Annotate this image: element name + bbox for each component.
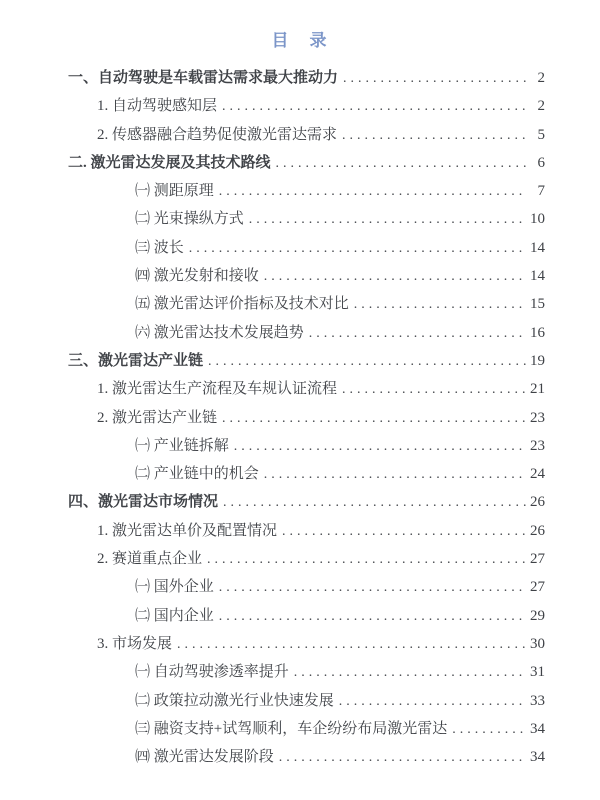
toc-entry <box>68 404 545 432</box>
toc-entry-label: ㈥ 激光雷达技术发展趋势 <box>135 324 304 341</box>
dot-leader <box>219 573 526 602</box>
toc-entry <box>68 687 545 715</box>
dot-leader <box>222 404 526 433</box>
dot-leader <box>343 64 526 93</box>
toc-entry <box>68 347 545 375</box>
toc-entry-page: 2 <box>537 98 545 115</box>
toc-entry <box>68 234 545 262</box>
toc-entry-label: 1. 激光雷达生产流程及车规认证流程 <box>97 381 338 398</box>
toc-entry-label: ㈣ 激光雷达发展阶段 <box>135 749 274 766</box>
toc-entry-page: 7 <box>537 183 545 200</box>
toc-title: 目 录 <box>271 31 329 50</box>
toc-entry-label: 2. 传感器融合趋势促使激光雷达需求 <box>97 126 338 143</box>
toc-entry-label: 3. 市场发展 <box>97 635 173 652</box>
dot-leader <box>264 262 526 291</box>
toc-entry-label: ㈡ 光束操纵方式 <box>135 211 244 228</box>
toc-entry-page: 26 <box>530 522 545 539</box>
toc-entry-page: 10 <box>530 211 545 228</box>
toc-entry <box>68 205 545 233</box>
dot-leader <box>177 630 526 659</box>
toc-entry-label: ㈢ 波长 <box>135 239 184 256</box>
toc-entry-label: ㈠ 产业链拆解 <box>135 437 229 454</box>
toc-entry-page: 27 <box>530 551 545 568</box>
toc-entry-page: 19 <box>530 352 545 369</box>
toc-entry <box>68 545 545 573</box>
dot-leader <box>219 177 526 206</box>
toc-entry-page: 23 <box>530 409 545 426</box>
toc-entry <box>68 658 545 686</box>
toc-entry-label: 2. 赛道重点企业 <box>97 551 203 568</box>
toc-entry <box>68 177 545 205</box>
toc-entry-label: ㈠ 测距原理 <box>135 183 214 200</box>
toc-entry-page: 21 <box>530 381 545 398</box>
toc-entry <box>68 573 545 601</box>
toc-entry-label: ㈠ 国外企业 <box>135 579 214 596</box>
toc-entry-page: 26 <box>530 494 545 511</box>
toc-entry <box>68 64 545 92</box>
toc-entry-page: 27 <box>530 579 545 596</box>
toc-entry-page: 6 <box>537 154 545 171</box>
toc-entry <box>68 262 545 290</box>
toc-entry-label: 二. 激光雷达发展及其技术路线 <box>68 154 271 171</box>
dot-leader <box>282 517 526 546</box>
toc-list <box>0 64 600 771</box>
toc-entry-label: 1. 自动驾驶感知层 <box>97 98 218 115</box>
toc-entry-label: 1. 激光雷达单价及配置情况 <box>97 522 278 539</box>
dot-leader <box>208 347 526 376</box>
dot-leader <box>339 687 526 716</box>
toc-entry <box>68 121 545 149</box>
dot-leader <box>189 234 526 263</box>
dot-leader <box>342 121 526 150</box>
dot-leader <box>294 658 526 687</box>
toc-entry-label: ㈡ 国内企业 <box>135 607 214 624</box>
dot-leader <box>223 488 526 517</box>
toc-entry <box>68 460 545 488</box>
dot-leader <box>222 92 526 121</box>
toc-entry <box>68 290 545 318</box>
dot-leader <box>309 319 526 348</box>
toc-entry-label: ㈠ 自动驾驶渗透率提升 <box>135 664 289 681</box>
toc-entry-label: ㈢ 融资支持+试驾顺利，车企纷纷布局激光雷达 <box>135 720 448 737</box>
dot-leader <box>452 715 526 744</box>
toc-entry-page: 34 <box>530 749 545 766</box>
toc-entry-page: 23 <box>530 437 545 454</box>
dot-leader <box>279 743 526 772</box>
toc-entry-page: 5 <box>537 126 545 143</box>
toc-entry-label: 2. 激光雷达产业链 <box>97 409 218 426</box>
toc-entry <box>68 743 545 771</box>
toc-entry-label: ㈣ 激光发射和接收 <box>135 268 259 285</box>
dot-leader <box>276 149 526 178</box>
toc-entry <box>68 517 545 545</box>
toc-entry-label: 一、自动驾驶是车载雷达需求最大推动力 <box>68 70 339 86</box>
toc-entry-page: 14 <box>530 239 545 256</box>
toc-entry-page: 16 <box>530 324 545 341</box>
toc-entry-label: 四、激光雷达市场情况 <box>68 494 219 511</box>
toc-entry <box>68 602 545 630</box>
dot-leader <box>249 205 526 234</box>
dot-leader <box>234 432 526 461</box>
dot-leader <box>219 602 526 631</box>
dot-leader <box>342 375 526 404</box>
dot-leader <box>354 290 526 319</box>
toc-entry-label: ㈡ 产业链中的机会 <box>135 466 259 483</box>
toc-entry-label: ㈡ 政策拉动激光行业快速发展 <box>135 692 334 709</box>
toc-entry <box>68 715 545 743</box>
toc-entry <box>68 432 545 460</box>
toc-entry <box>68 149 545 177</box>
dot-leader <box>207 545 526 574</box>
toc-entry-page: 15 <box>530 296 545 313</box>
toc-entry-page: 30 <box>530 635 545 652</box>
toc-entry-page: 2 <box>537 70 545 86</box>
toc-entry <box>68 92 545 120</box>
toc-entry <box>68 375 545 403</box>
toc-entry <box>68 488 545 516</box>
toc-entry-page: 24 <box>530 466 545 483</box>
toc-entry <box>68 319 545 347</box>
toc-entry-page: 33 <box>530 692 545 709</box>
toc-entry <box>68 630 545 658</box>
toc-entry-label: 三、激光雷达产业链 <box>68 352 204 369</box>
toc-entry-page: 31 <box>530 664 545 681</box>
dot-leader <box>264 460 526 489</box>
toc-entry-page: 14 <box>530 268 545 285</box>
toc-entry-page: 29 <box>530 607 545 624</box>
toc-entry-label: ㈤ 激光雷达评价指标及技术对比 <box>135 296 349 313</box>
toc-entry-page: 34 <box>530 720 545 737</box>
